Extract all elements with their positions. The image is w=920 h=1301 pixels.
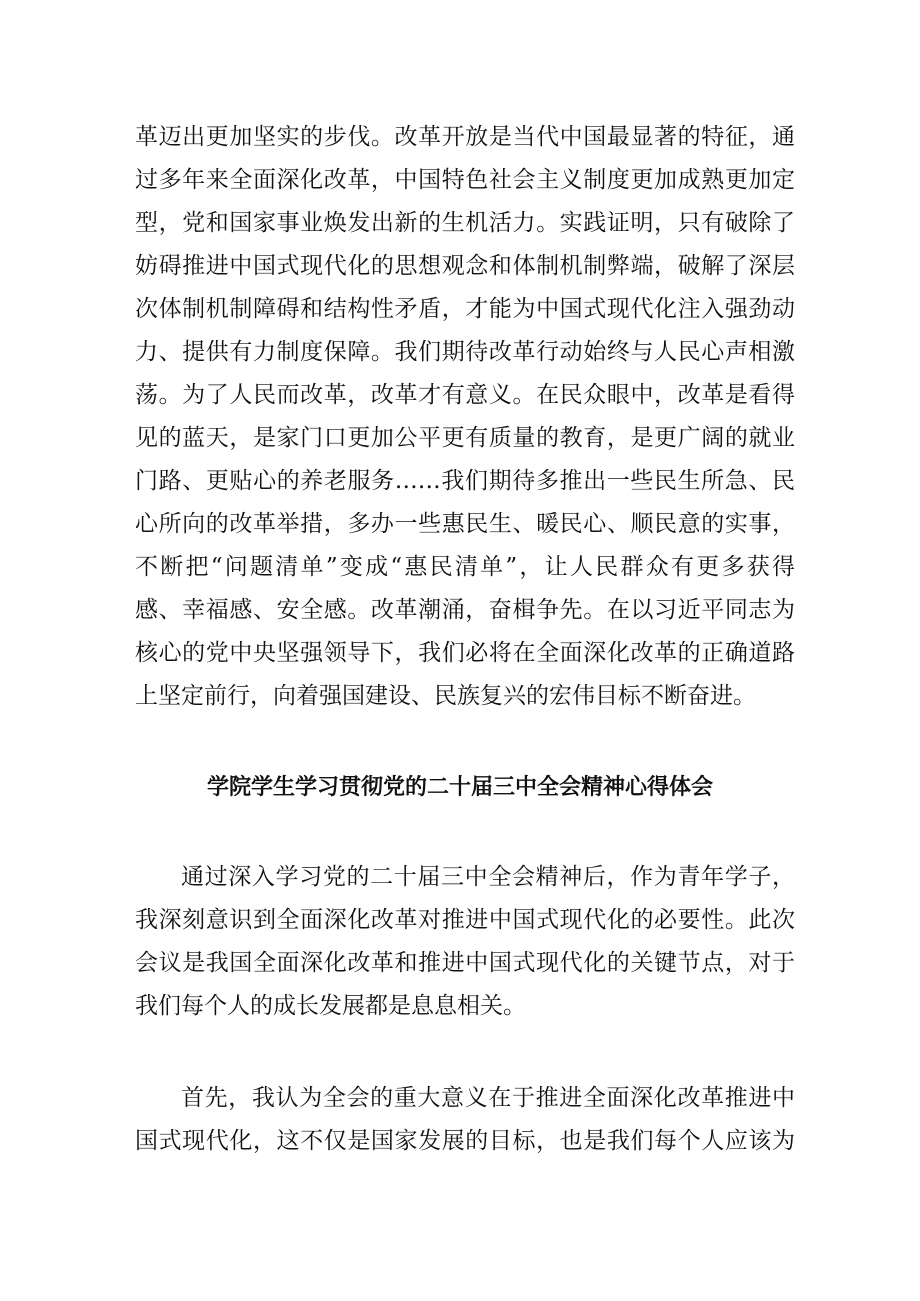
text-line: 首先，我认为全会的重大意义在于推进全面深化改革推进中 <box>181 1085 795 1111</box>
body-paragraph <box>135 1077 795 1163</box>
text-line: 型，党和国家事业焕发出新的生机活力。实践证明，只有破除了 <box>135 210 795 236</box>
text-line: 过多年来全面深化改革，中国特色社会主义制度更加成熟更加定 <box>135 167 795 193</box>
text-line: 会议是我国全面深化改革和推进中国式现代化的关键节点，对于 <box>135 950 795 976</box>
text-line: 门路、更贴心的养老服务……我们期待多推出一些民生所急、民 <box>135 468 795 494</box>
section-heading: 学院学生学习贯彻党的二十届三中全会精神心得体会 <box>206 775 713 800</box>
text-line: 革迈出更加坚实的步伐。改革开放是当代中国最显著的特征，通 <box>135 124 795 150</box>
body-paragraph <box>135 856 795 1028</box>
text-line: 国式现代化，这不仅是国家发展的目标，也是我们每个人应该为 <box>135 1128 795 1154</box>
text-line: 荡。为了人民而改革，改革才有意义。在民众眼中，改革是看得 <box>135 382 795 408</box>
text-line: 见的蓝天，是家门口更加公平更有质量的教育，是更广阔的就业 <box>135 425 795 451</box>
text-line: 通过深入学习党的二十届三中全会精神后，作为青年学子， <box>181 864 795 890</box>
text-line: 我们每个人的成长发展都是息息相关。 <box>135 993 526 1019</box>
text-line: 我深刻意识到全面深化改革对推进中国式现代化的必要性。此次 <box>135 907 795 933</box>
text-line: 次体制机制障碍和结构性矛盾，才能为中国式现代化注入强劲动 <box>135 296 795 322</box>
text-line: 核心的党中央坚强领导下，我们必将在全面深化改革的正确道路 <box>135 640 795 666</box>
text-line: 心所向的改革举措，多办一些惠民生、暖民心、顺民意的实事， <box>135 511 795 537</box>
text-line: 力、提供有力制度保障。我们期待改革行动始终与人民心声相激 <box>135 339 795 365</box>
text-line: 上坚定前行，向着强国建设、民族复兴的宏伟目标不断奋进。 <box>135 683 756 709</box>
body-paragraph <box>135 116 795 718</box>
text-line: 不断把“问题清单”变成“惠民清单”，让人民群众有更多获得 <box>135 554 795 580</box>
text-line: 妨碍推进中国式现代化的思想观念和体制机制弊端，破解了深层 <box>135 253 795 279</box>
text-line: 感、幸福感、安全感。改革潮涌，奋楫争先。在以习近平同志为 <box>135 597 795 623</box>
